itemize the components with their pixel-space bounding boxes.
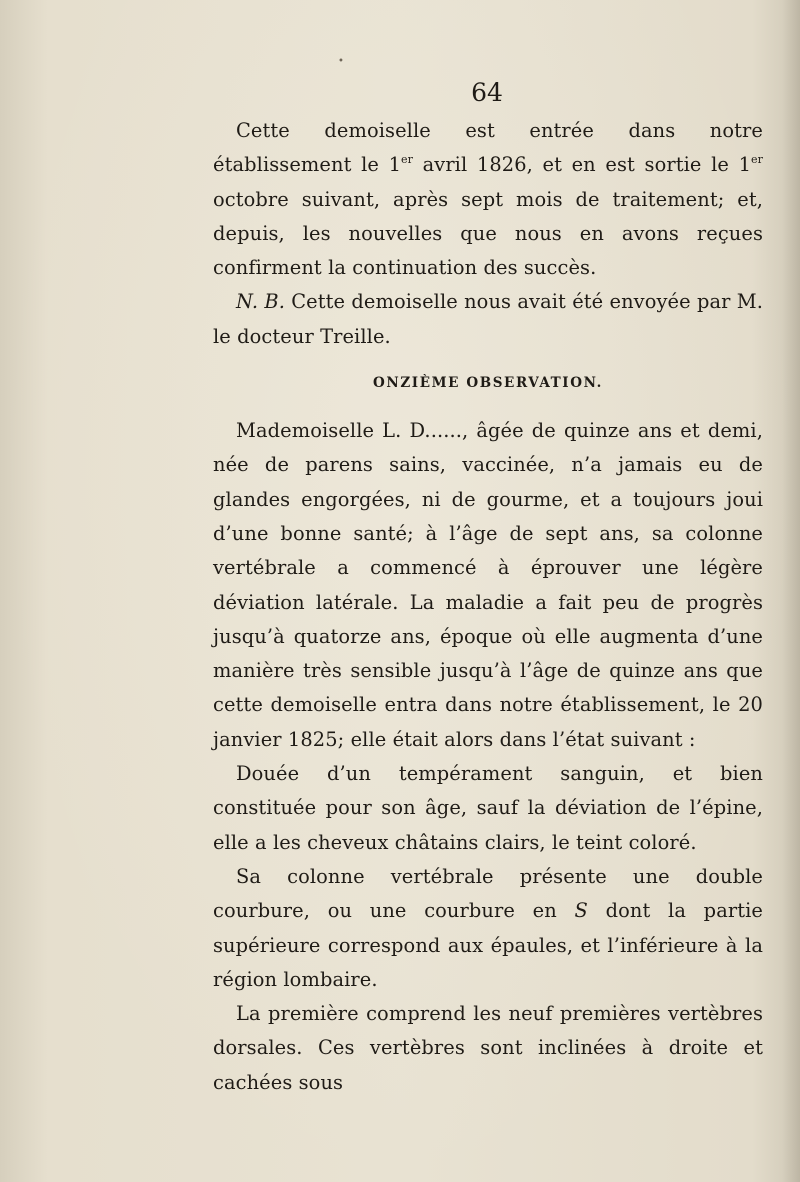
paragraph-5-part-b: dont la partie supérieure correspond aux épaules, et l’inférieure à la région lombaire. bbox=[213, 899, 763, 991]
paragraph-1-part-a: Cette demoiselle est entrée dans notre établissement le 1 bbox=[213, 119, 763, 177]
paragraph-3: Mademoiselle L. D......, âgée de quinze ans et demi, née de parens sains, vaccinée, n’a jamais eu de glandes engorgées, ni de gourme, et a toujours joui d’une bonne santé; à l’âge de sept ans, sa colonne vertébrale a commencé à éprouver une légère déviation latérale. La maladie a fait peu de progrès jusqu’à quatorze ans, époque où elle augmenta d’une manière très sensible jusqu’à l’âge de quinze ans que cette demoiselle entra dans notre établissement, le 20 janvier 1825; elle était alors dans l’état suivant : bbox=[213, 419, 763, 751]
paragraph-4: Douée d’un tempérament sanguin, et bien constituée pour son âge, sauf la déviation de l’épine, elle a les cheveux châtains clairs, le teint coloré. bbox=[213, 762, 763, 854]
section-heading: ONZIÈME OBSERVATION. bbox=[373, 375, 603, 392]
page-edge-shadow bbox=[782, 0, 800, 1182]
ink-speck: • bbox=[338, 56, 344, 67]
paragraph-1-part-c: octobre suivant, après sept mois de traitement; et, depuis, les nouvelles que nous en avons reçues confirment la continuation des succès. bbox=[213, 187, 763, 280]
paragraph-5 bbox=[213, 860, 763, 997]
italic-s-letter: S bbox=[574, 899, 588, 923]
superscript-er: er bbox=[751, 153, 763, 167]
paragraph-1 bbox=[213, 114, 763, 285]
superscript-er: er bbox=[401, 153, 413, 167]
paragraph-6: La première comprend les neuf premières vertèbres dorsales. Ces vertèbres sont inclinées à droite et cachées sous bbox=[213, 1002, 763, 1094]
paragraph-2-text: Cette demoiselle nous avait été envoyée par M. le docteur Treille. bbox=[213, 290, 763, 348]
body-text bbox=[213, 114, 763, 1100]
paragraph-5-part-a: Sa colonne vertébrale présente une double courbure, ou une courbure en bbox=[213, 864, 763, 923]
page-number: 64 bbox=[471, 78, 503, 107]
paragraph-1-part-b: avril 1826, et en est sortie le 1 bbox=[412, 153, 752, 177]
nota-bene: N. B. bbox=[236, 290, 285, 314]
paragraph-2 bbox=[213, 285, 763, 354]
